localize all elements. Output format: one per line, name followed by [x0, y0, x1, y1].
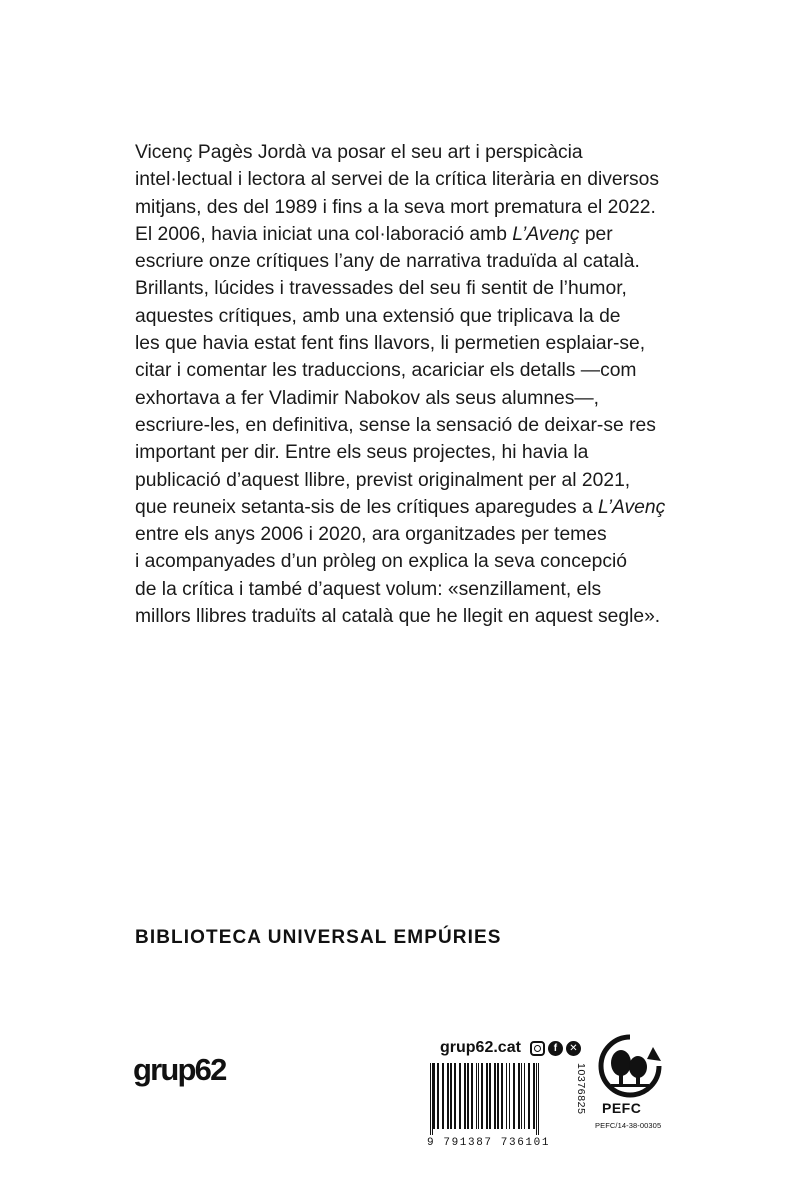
blurb-text: citar i comentar les traduccions, acariciar els detalls —com — [135, 360, 637, 382]
blurb-line — [135, 439, 695, 466]
blurb-text: per — [579, 223, 613, 245]
pefc-code: PEFC/14-38-00305 — [595, 1121, 662, 1130]
blurb-line — [135, 548, 695, 575]
blurb-text: Brillants, lúcides i travessades del seu fi sentit de l’humor, — [135, 278, 627, 300]
website-text: grup62.cat — [440, 1039, 521, 1056]
blurb-line — [135, 221, 695, 248]
blurb-line — [135, 303, 695, 330]
blurb-line — [135, 357, 695, 384]
series-title: BIBLIOTECA UNIVERSAL EMPÚRIES — [135, 927, 502, 948]
isbn-barcode — [426, 1063, 574, 1135]
vertical-code-text: 10376825 — [575, 1063, 587, 1115]
blurb-text: millors llibres traduïts al català que he llegit en aquest segle». — [135, 606, 661, 628]
blurb-line — [135, 494, 695, 521]
blurb-text: de la crítica i també d’aquest volum: «senzillament, els — [135, 578, 602, 600]
blurb-text: publicació d’aquest llibre, previst originalment per al 2021, — [135, 469, 631, 491]
blurb-line — [135, 603, 695, 630]
blurb-text: i acompanyades d’un pròleg on explica la seva concepció — [135, 551, 627, 573]
blurb-line — [135, 385, 695, 412]
blurb-line — [135, 166, 695, 193]
blurb-text: les que havia estat fent fins llavors, li permetien esplaiar-se, — [135, 333, 646, 355]
blurb-line — [135, 248, 695, 275]
back-cover-blurb — [135, 139, 695, 630]
facebook-icon: f — [548, 1041, 563, 1056]
blurb-text: important per dir. Entre els seus projectes, hi havia la — [135, 442, 589, 464]
blurb-text: Vicenç Pagès Jordà va posar el seu art i perspicàcia — [135, 142, 583, 163]
blurb-text: escriure-les, en definitiva, sense la sensació de deixar-se res — [135, 414, 656, 436]
website-row — [440, 1037, 581, 1059]
blurb-text: mitjans, des del 1989 i fins a la seva mort prematura el 2022. — [135, 196, 656, 218]
vertical-code — [575, 1063, 589, 1159]
x-icon: ✕ — [566, 1041, 581, 1056]
blurb-line — [135, 467, 695, 494]
pefc-tree-logo — [597, 1033, 663, 1099]
blurb-line — [135, 521, 695, 548]
blurb-text: intel·lectual i lectora al servei de la crítica literària en diversos — [135, 169, 660, 191]
blurb-line — [135, 139, 695, 166]
blurb-line — [135, 576, 695, 603]
blurb-line — [135, 275, 695, 302]
blurb-line — [135, 330, 695, 357]
blurb-italic-text: L’Avenç — [512, 223, 580, 245]
publisher-logo: grup62 — [133, 1052, 226, 1087]
isbn-number: 9 791387 736101 — [427, 1137, 551, 1149]
instagram-icon — [530, 1041, 545, 1056]
blurb-line — [135, 194, 695, 221]
blurb-text: El 2006, havia iniciat una col·laboració amb — [135, 223, 513, 245]
blurb-text: exhortava a fer Vladimir Nabokov als seus alumnes—, — [135, 387, 600, 409]
blurb-line — [135, 412, 695, 439]
blurb-italic-text: L’Avenç — [598, 496, 666, 518]
blurb-text: que reuneix setanta-sis de les crítiques aparegudes a — [135, 496, 599, 518]
pefc-wordmark: PEFC — [602, 1100, 642, 1116]
blurb-text: escriure onze crítiques l’any de narrativa traduïda al català. — [135, 251, 640, 273]
blurb-text: aquestes crítiques, amb una extensió que triplicava la de — [135, 305, 621, 327]
blurb-text: entre els anys 2006 i 2020, ara organitzades per temes — [135, 524, 607, 546]
